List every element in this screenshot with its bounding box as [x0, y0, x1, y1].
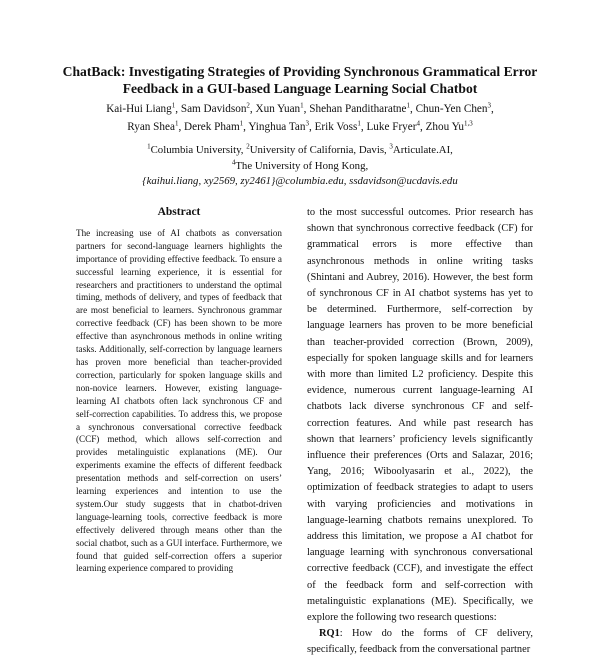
affiliations [40, 143, 560, 190]
intro-paragraph: to the most successful outcomes. Prior research has shown that synchronous corrective feedback (CF) for grammatical errors is more effective than asynchronous methods in online writing tasks (Shintani and Aubrey, 2016). However, the best form of synchronous CF in AI chatbot systems has yet to be determined. Furthermore, self-correction by language learners has proven to be more beneficial than teacher-provided correction (Brown, 2009), especially for spoken language skills and for learners with more than limited L2 proficiency. Despite this evidence, numerous current language-learning AI chatbots lack diverse synchronous CF and self-correction features. And while past research has shown that learners’ proficiency levels significantly influence their preferences (Orts and Salazar, 2016; Yang, 2016; Wiboolyasarin et al., 2022), the optimization of feedback strategies to adapt to users with varying proficiencies and motivations in language-learning chatbots remains unexplored. To address this limitation, we propose a AI chatbot for language learning with synchronous conversational corrective feedback (CCF), and investigate the effect of the feedback form and self-correction with metalinguistic explanations (ME). Specifically, we explore the following two research questions: [307, 207, 533, 624]
author: Shehan Panditharatne$^1$ [309, 101, 410, 115]
paper-title: ChatBack: Investigating Strategies of Providing Synchronous Grammatical Error Feedback in a GUI-based Language Learning Social Chatbot [62, 64, 538, 96]
abstract-section [76, 206, 282, 575]
abstract-heading: Abstract [157, 206, 201, 218]
abstract-body: The increasing use of AI chatbots as conversation partners for second-language learners highlights the importance of providing effective feedback. To ensure a successful learning experience, it is essential for researchers and practitioners to understand the optimal timing, methods of delivery, and types of feedback that are most beneficial to learners. Synchronous grammar corrective feedback (CF) has been shown to be more effective than asynchronous methods in online writing tasks. Additionally, self-correction by language learners has proven more beneficial than teacher-provided correction, particularly for spoken language skills and non-novice learners. However, existing language-learning AI chatbots often lack synchronous CF and self-correction capabilities. To address this, we propose a synchronous conversational corrective feedback (CCF) method, which allows self-correction and provides metalinguistic explanations (ME). Our experiments examine the effects of different feedback presentation methods and self-correction on users’ learning experiences and intention to use the system.Our study suggests that in chatbot-driven language-learning tools, corrective feedback is more effectively delivered through means other than the social chatbot, such as a GUI interface. Furthermore, we found that guided self-correction offers a superior learning experience compared to providing [76, 227, 282, 574]
introduction-column [307, 205, 533, 659]
author-list: Kai-Hui Liang$^1$, Sam Davidson$^2$, Xun Yuan$^1$, Shehan Panditharatne$^1$, Chun-Yen Chen$^3$, Ryan Shea$^1$, Derek Pham$^1$, Yinghua Tan$^3$, Erik Voss$^1$, Luke Fryer$^4$, Zhou Yu$^{1,3}$ [106, 101, 494, 133]
author: Luke Fryer$^4$ [366, 118, 420, 133]
affiliation-line: $^1$Columbia University, $^2$University of California, Davis, $^3$Articulate.AI, [147, 142, 453, 156]
author: Yinghua Tan$^3$ [248, 118, 309, 133]
author: Xun Yuan$^1$ [255, 101, 304, 115]
rq1-label: RQ1 [319, 628, 340, 640]
author: Chun-Yen Chen$^3$ [415, 101, 491, 115]
author: Derek Pham$^1$ [184, 118, 244, 133]
author: Zhou Yu$^{1,3}$ [425, 118, 473, 133]
research-question-1 [307, 626, 533, 658]
author: Ryan Shea$^1$ [127, 118, 179, 133]
author: Sam Davidson$^2$ [180, 101, 250, 115]
author: Erik Voss$^1$ [314, 118, 361, 133]
rq1-text: : How do the forms of CF delivery, specifically, feedback from the conversational partner [307, 628, 533, 656]
author: Kai-Hui Liang$^1$ [106, 101, 176, 115]
affiliation-line: $^4$The University of Hong Kong, [231, 157, 369, 172]
author-emails: {kaihui.liang, xy2569, zy2461}@columbia.edu, ssdavidson@ucdavis.edu [142, 175, 458, 187]
